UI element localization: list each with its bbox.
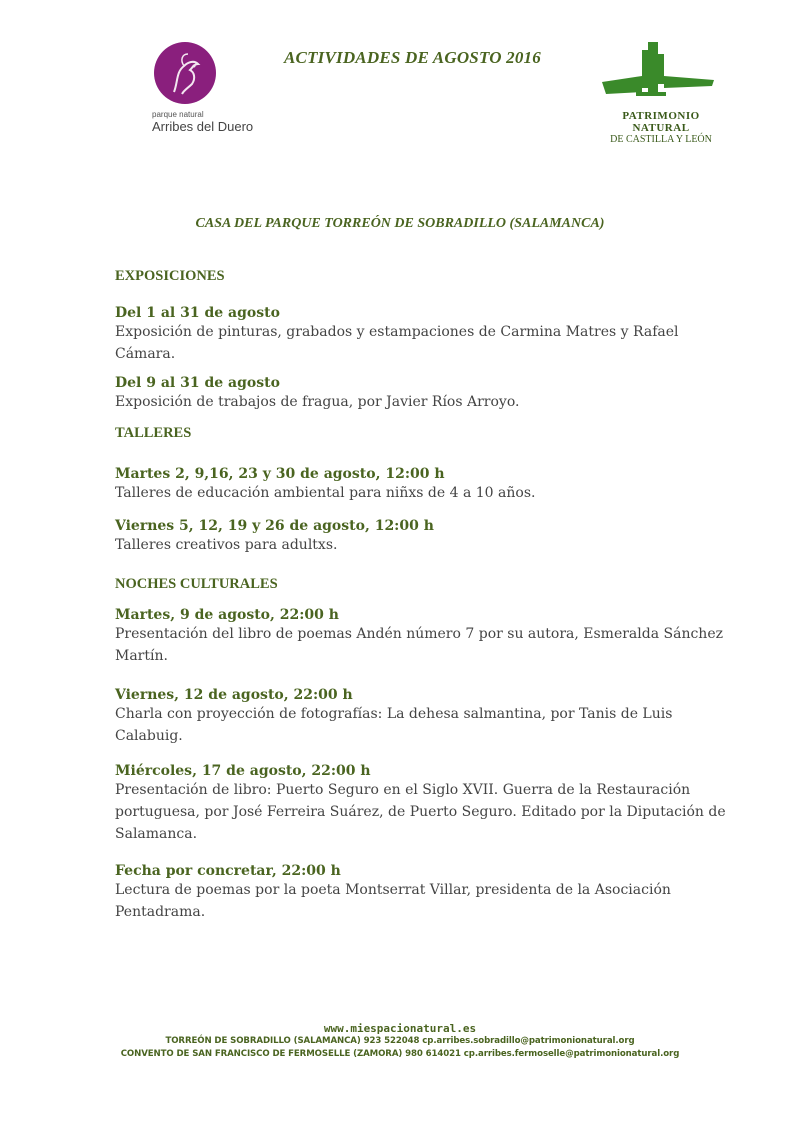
event-description: Presentación del libro de poemas Andén número 7 por su autora, Esmeralda Sánchez Martín. bbox=[115, 626, 723, 664]
arribes-del-duero-logo bbox=[148, 42, 268, 134]
event-date: Viernes, 12 de agosto, 22:00 h bbox=[115, 687, 353, 703]
event-item bbox=[115, 518, 735, 556]
logo-line-1: PATRIMONIO NATURAL bbox=[622, 110, 700, 134]
event-date: Martes, 9 de agosto, 22:00 h bbox=[115, 607, 339, 623]
event-item bbox=[115, 466, 735, 504]
page-footer bbox=[0, 1022, 800, 1061]
event-item bbox=[115, 863, 735, 923]
venue-title: CASA DEL PARQUE TORREÓN DE SOBRADILLO (SALAMANCA) bbox=[195, 216, 605, 231]
event-description: Charla con proyección de fotografías: La dehesa salmantina, por Tanis de Luis Calabuig. bbox=[115, 706, 673, 744]
section-heading-talleres: TALLERES bbox=[115, 425, 192, 441]
activities-content bbox=[115, 268, 735, 923]
event-description: Exposición de pinturas, grabados y estampaciones de Carmina Matres y Rafael Cámara. bbox=[115, 324, 679, 362]
event-item bbox=[115, 763, 735, 845]
event-item bbox=[115, 305, 735, 365]
event-description: Lectura de poemas por la poeta Montserrat Villar, presidenta de la Asociación Pentadrama. bbox=[115, 882, 671, 920]
footer-contact-sobradillo: TORREÓN DE SOBRADILLO (SALAMANCA) 923 522048 cp.arribes.sobradillo@patrimonionatural.org bbox=[165, 1036, 635, 1046]
event-date: Del 9 al 31 de agosto bbox=[115, 375, 280, 391]
logo-name: Arribes del Duero bbox=[152, 119, 254, 134]
event-date: Viernes 5, 12, 19 y 26 de agosto, 12:00 h bbox=[115, 518, 434, 534]
event-description: Talleres de educación ambiental para niñxs de 4 a 10 años. bbox=[115, 485, 536, 501]
logo-line-2: DE CASTILLA Y LEÓN bbox=[610, 134, 712, 145]
event-description: Talleres creativos para adultxs. bbox=[115, 537, 338, 553]
patrimonio-natural-logo bbox=[596, 40, 726, 145]
tower-landscape-icon bbox=[596, 40, 720, 102]
logo-subtitle: parque natural bbox=[152, 110, 204, 119]
section-heading-noches-culturales: NOCHES CULTURALES bbox=[115, 576, 278, 592]
vulture-logo-icon bbox=[154, 42, 216, 104]
event-date: Miércoles, 17 de agosto, 22:00 h bbox=[115, 763, 371, 779]
event-item bbox=[115, 687, 735, 747]
event-date: Fecha por concretar, 22:00 h bbox=[115, 863, 341, 879]
event-date: Martes 2, 9,16, 23 y 30 de agosto, 12:00 h bbox=[115, 466, 445, 482]
event-description: Presentación de libro: Puerto Seguro en el Siglo XVII. Guerra de la Restauración portuguesa, por José Ferreira Suárez, de Puerto Seguro. Editado por la Diputación de Salamanca. bbox=[115, 782, 726, 842]
website-link[interactable]: www.miespacionatural.es bbox=[323, 1022, 477, 1035]
event-description: Exposición de trabajos de fragua, por Javier Ríos Arroyo. bbox=[115, 394, 520, 410]
footer-contact-fermoselle: CONVENTO DE SAN FRANCISCO DE FERMOSELLE (ZAMORA) 980 614021 cp.arribes.fermoselle@patrimonionatural.org bbox=[120, 1049, 680, 1059]
event-item bbox=[115, 607, 735, 667]
page-title: ACTIVIDADES DE AGOSTO 2016 bbox=[284, 48, 541, 67]
event-date: Del 1 al 31 de agosto bbox=[115, 305, 280, 321]
event-item bbox=[115, 375, 735, 413]
section-heading-exposiciones: EXPOSICIONES bbox=[115, 268, 225, 284]
